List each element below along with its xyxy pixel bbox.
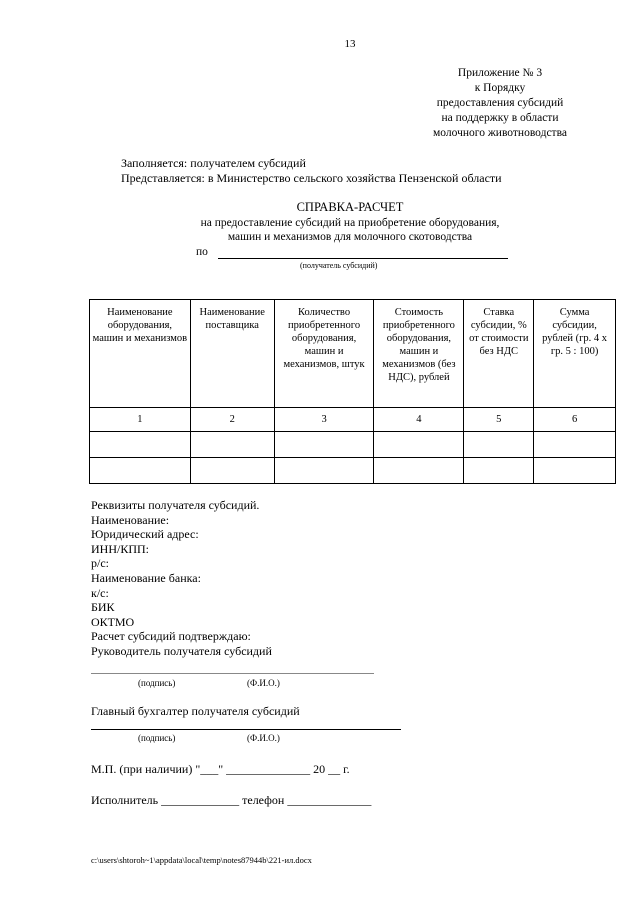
- requisite-name: Наименование:: [91, 512, 170, 527]
- appendix-line: предоставления субсидий: [436, 97, 564, 109]
- table-header-cell: Наименование оборудования, машин и механизмов: [90, 300, 191, 408]
- column-number: 2: [190, 408, 274, 432]
- column-number: 3: [274, 408, 374, 432]
- table-header-cell: Наименование поставщика: [190, 300, 274, 408]
- recipient-underline: [218, 258, 508, 259]
- table-row: [90, 432, 616, 458]
- appendix-line: на поддержку в области: [441, 112, 559, 124]
- executor-line: Исполнитель _____________ телефон ______________: [91, 793, 372, 807]
- requisite-oktmo: ОКТМО: [91, 614, 135, 629]
- accountant-label: Главный бухгалтер получателя субсидий: [91, 704, 300, 718]
- requisites-heading: Реквизиты получателя субсидий.: [91, 498, 260, 512]
- table-cell: [374, 432, 464, 458]
- table-cell: [534, 458, 616, 484]
- file-path-footer: c:\users\shtoroh~1\appdata\local\temp\notes87944b\221-ил.docx: [91, 855, 312, 865]
- appendix-block: [420, 66, 580, 141]
- accountant-signature-line: [91, 729, 401, 730]
- table-cell: [274, 432, 374, 458]
- requisite-rs: р/с:: [91, 556, 109, 571]
- table-cell: [534, 432, 616, 458]
- column-number: 5: [464, 408, 534, 432]
- table-header-cell: Ставка субсидии, % от стоимости без НДС: [464, 300, 534, 408]
- recipient-caption: (получатель субсидий): [300, 261, 378, 270]
- column-number: 6: [534, 408, 616, 432]
- table-cell: [464, 432, 534, 458]
- submitted-to-text: Представляется: в Министерство сельского хозяйства Пензенской области: [121, 171, 502, 185]
- table-header-row: [90, 300, 616, 408]
- signature-caption: (подпись): [138, 733, 176, 743]
- table-row: [90, 458, 616, 484]
- requisite-bik: БИК: [91, 600, 115, 615]
- table-cell: [90, 458, 191, 484]
- appendix-line: Приложение № 3: [457, 67, 543, 79]
- table-cell: [374, 458, 464, 484]
- table-header-cell: Количество приобретенного оборудования, машин и механизмов, штук: [274, 300, 374, 408]
- requisite-inn-kpp: ИНН/КПП:: [91, 541, 150, 556]
- requisite-bank: Наименование банка:: [91, 570, 201, 585]
- name-caption: (Ф.И.О.): [247, 733, 280, 743]
- stamp-date-line: М.П. (при наличии) "___" ______________ 20 __ г.: [91, 762, 350, 776]
- subtitle-line: на предоставление субсидий на приобретение оборудования,: [200, 217, 500, 229]
- page-number: 13: [344, 38, 356, 50]
- name-caption: (Ф.И.О.): [247, 678, 280, 688]
- table-column-numbers-row: [90, 408, 616, 432]
- recipient-requisites: [91, 498, 272, 659]
- filled-by-text: Заполняется: получателем субсидий: [121, 156, 306, 170]
- table-cell: [90, 432, 191, 458]
- table-cell: [274, 458, 374, 484]
- signature-caption: (подпись): [138, 678, 176, 688]
- recipient-prefix: по: [196, 246, 208, 258]
- table-cell: [190, 432, 274, 458]
- head-signature-line: [91, 673, 374, 674]
- column-number: 4: [374, 408, 464, 432]
- document-title: СПРАВКА-РАСЧЕТ: [296, 200, 404, 214]
- confirm-text: Расчет субсидий подтверждаю:: [91, 629, 251, 644]
- table-cell: [190, 458, 274, 484]
- head-label: Руководитель получателя субсидий: [91, 643, 272, 658]
- requisite-legal-address: Юридический адрес:: [91, 527, 199, 542]
- table-cell: [464, 458, 534, 484]
- column-number: 1: [90, 408, 191, 432]
- requisite-ks: к/с:: [91, 585, 109, 600]
- appendix-line: к Порядку: [474, 82, 526, 94]
- appendix-line: молочного животноводства: [433, 127, 567, 139]
- subsidy-table: [89, 299, 616, 484]
- table-header-cell: Сумма субсидии, рублей (гр. 4 х гр. 5 : 100): [534, 300, 616, 408]
- document-subtitle: [140, 216, 560, 244]
- subtitle-line: машин и механизмов для молочного скотоводства: [227, 231, 473, 243]
- table-header-cell: Стоимость приобретенного оборудования, машин и механизмов (без НДС), рублей: [374, 300, 464, 408]
